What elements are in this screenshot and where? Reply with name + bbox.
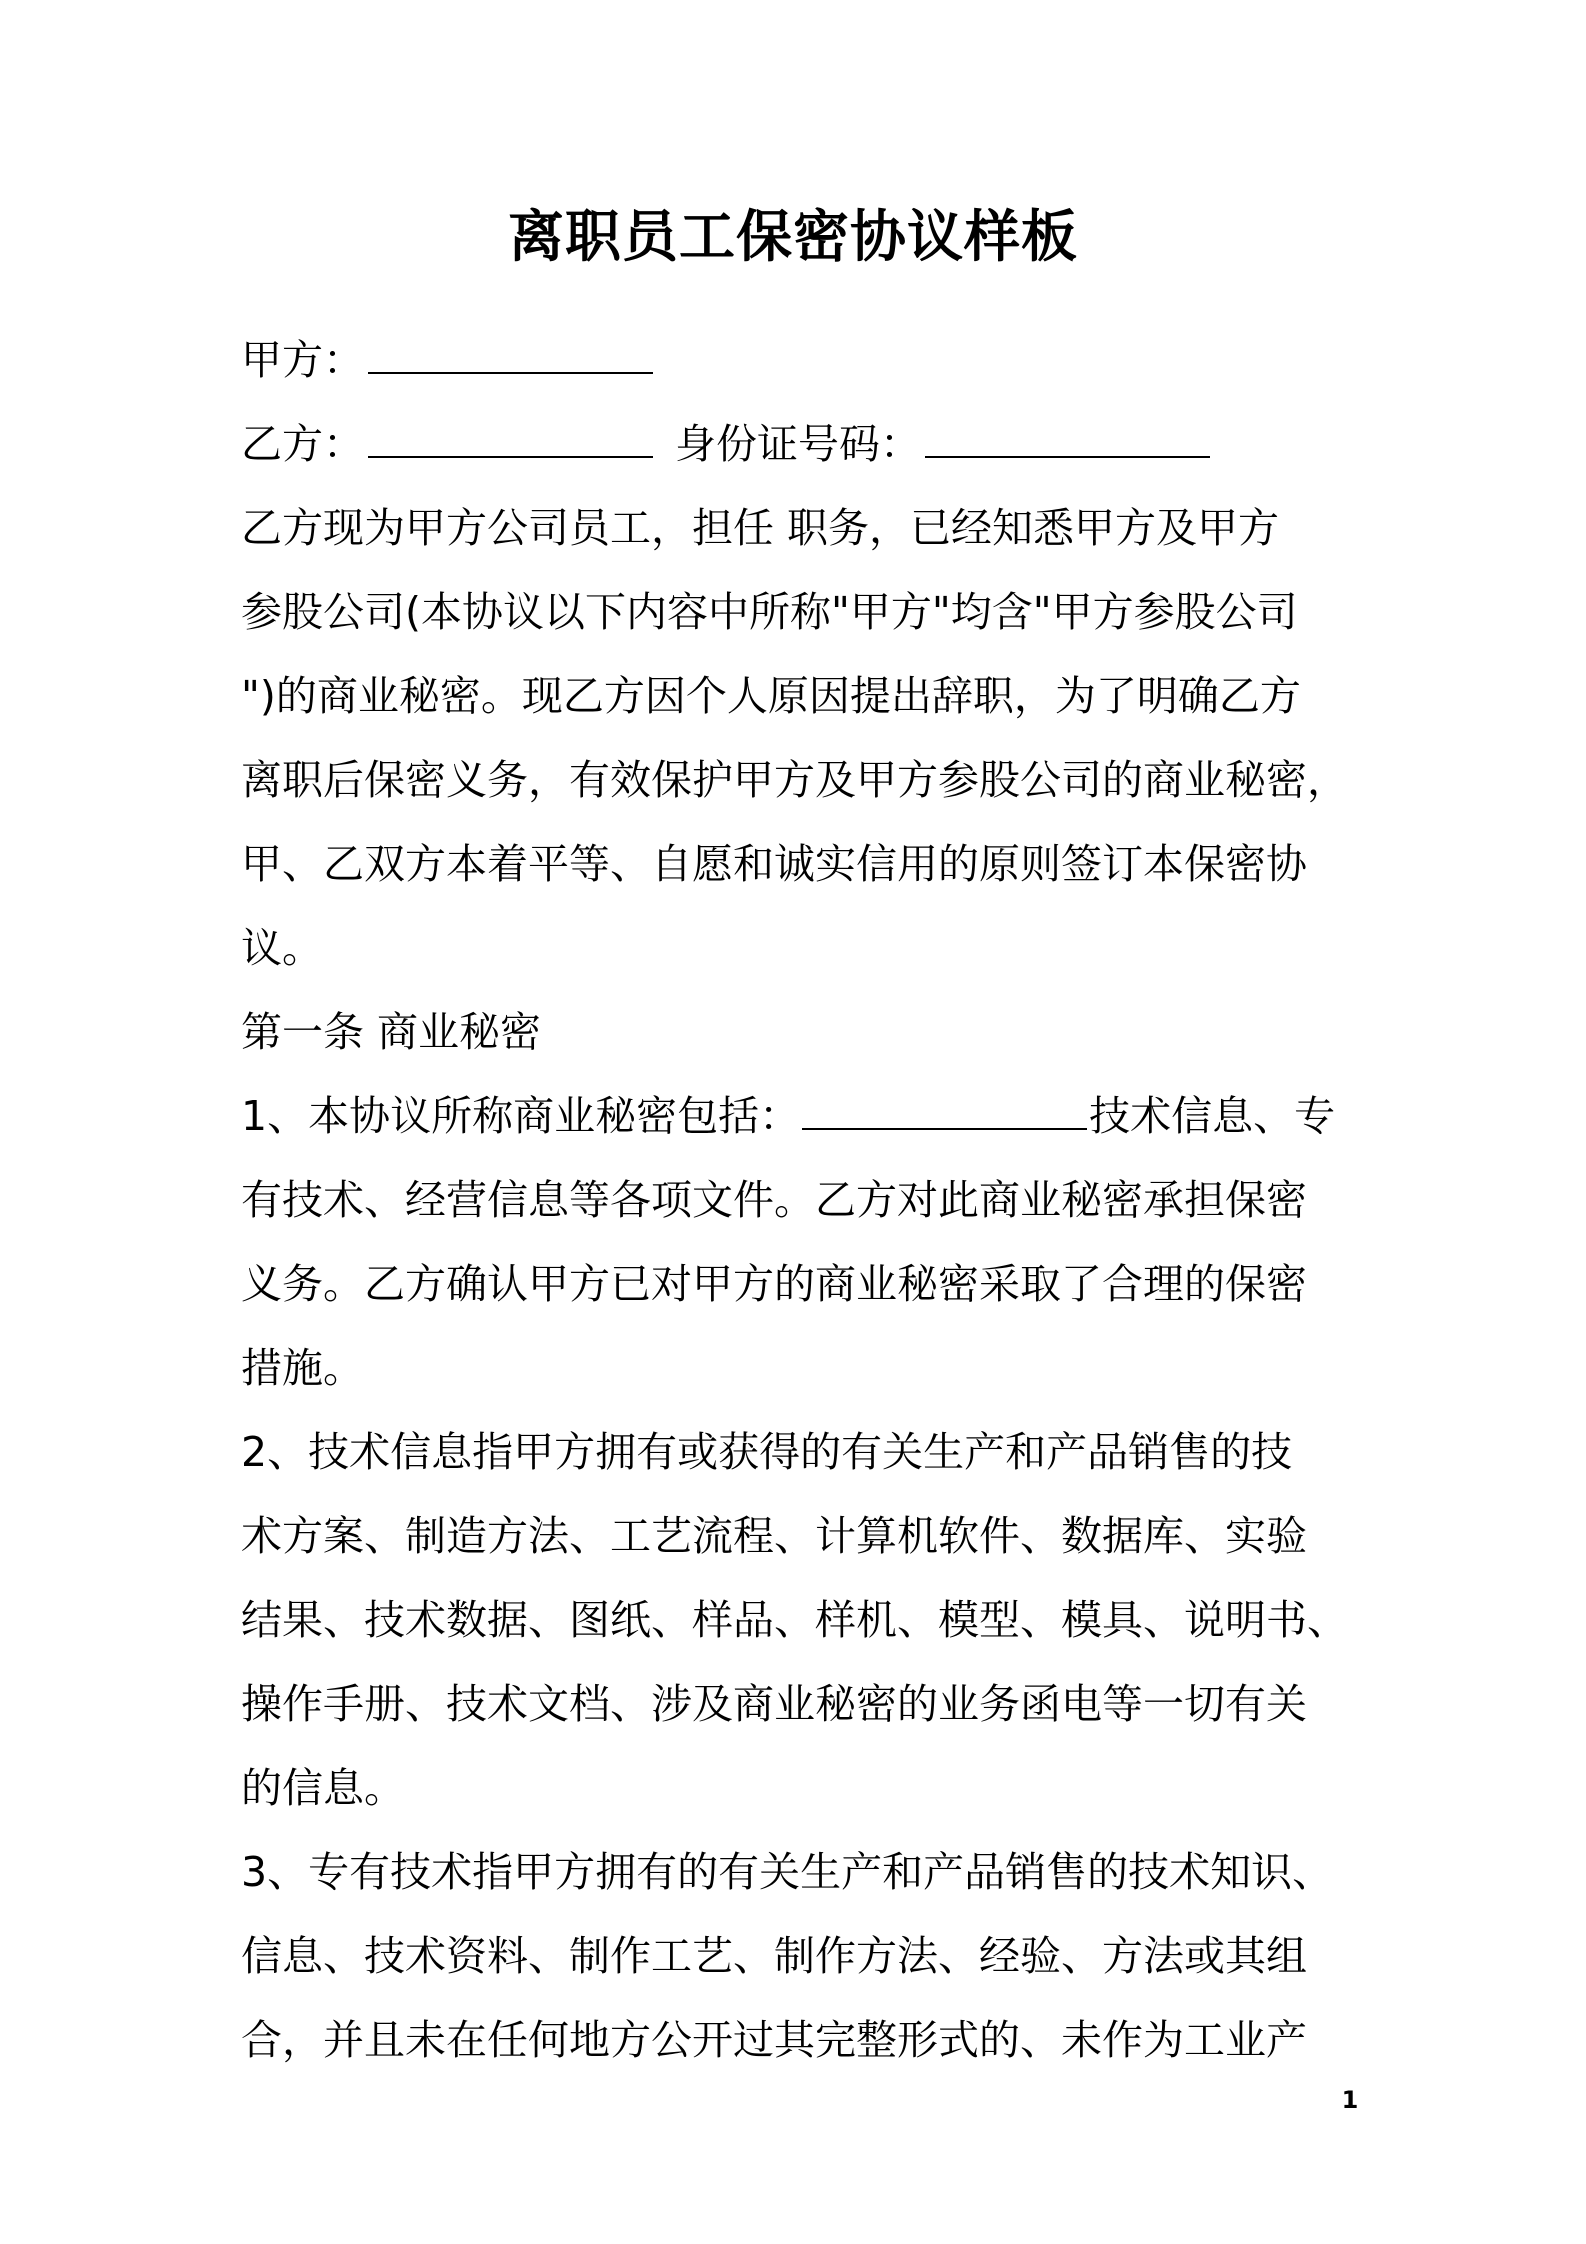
- clause-line: 的信息。: [241, 1764, 405, 1812]
- party-b-label: 乙方：: [241, 420, 364, 468]
- article-heading: 第一条 商业秘密: [241, 1008, 542, 1056]
- clause-3: [241, 1830, 1401, 2082]
- id-number-blank: [925, 455, 1210, 458]
- intro-line: 离职后保密义务，有效保护甲方及甲方参股公司的商业秘密，: [241, 756, 1348, 804]
- intro-line: ")的商业秘密。现乙方因个人原因提出辞职，为了明确乙方: [241, 672, 1301, 720]
- intro-line: 参股公司(本协议以下内容中所称"甲方"均含"甲方参股公司: [241, 588, 1298, 636]
- intro-line: 议。: [241, 924, 323, 972]
- clause-line: 合，并且未在任何地方公开过其完整形式的、未作为工业产: [241, 2016, 1307, 2064]
- clause-line: 措施。: [241, 1344, 364, 1392]
- party-b-blank: [368, 455, 653, 458]
- page-number: 1: [1341, 2086, 1359, 2114]
- clause-1-prefix: 1、本协议所称商业秘密包括：: [241, 1092, 801, 1140]
- party-a-line: [241, 318, 1401, 402]
- party-b-line: [241, 402, 1401, 486]
- party-a-blank: [368, 371, 653, 374]
- id-number-label: 身份证号码：: [675, 420, 921, 468]
- clause-line: 义务。乙方确认甲方已对甲方的商业秘密采取了合理的保密: [241, 1260, 1307, 1308]
- clause-line: 术方案、制造方法、工艺流程、计算机软件、数据库、实验: [241, 1512, 1307, 1560]
- intro-paragraph: [241, 486, 1401, 990]
- clause-line: 结果、技术数据、图纸、样品、样机、模型、模具、说明书、: [241, 1596, 1348, 1644]
- intro-line: 甲、乙双方本着平等、自愿和诚实信用的原则签订本保密协: [241, 840, 1307, 888]
- clause-1: [241, 1074, 1401, 1410]
- clause-line: 操作手册、技术文档、涉及商业秘密的业务函电等一切有关: [241, 1680, 1307, 1728]
- clause-line: 2、技术信息指甲方拥有或获得的有关生产和产品销售的技: [241, 1428, 1293, 1476]
- party-a-label: 甲方：: [241, 336, 364, 384]
- clause-2: [241, 1410, 1401, 1830]
- clause-line: 信息、技术资料、制作工艺、制作方法、经验、方法或其组: [241, 1932, 1307, 1980]
- clause-line: 有技术、经营信息等各项文件。乙方对此商业秘密承担保密: [241, 1176, 1307, 1224]
- trade-secret-blank: [802, 1127, 1087, 1130]
- clause-1-suffix: 技术信息、专: [1089, 1092, 1336, 1140]
- document-body: [241, 318, 1401, 2082]
- clause-line: [241, 1074, 1401, 1158]
- page-title: 离职员工保密协议样板: [508, 205, 1078, 270]
- intro-line: 乙方现为甲方公司员工，担任 职务，已经知悉甲方及甲方: [241, 504, 1280, 552]
- clause-line: 3、专有技术指甲方拥有的有关生产和产品销售的技术知识、: [241, 1848, 1334, 1896]
